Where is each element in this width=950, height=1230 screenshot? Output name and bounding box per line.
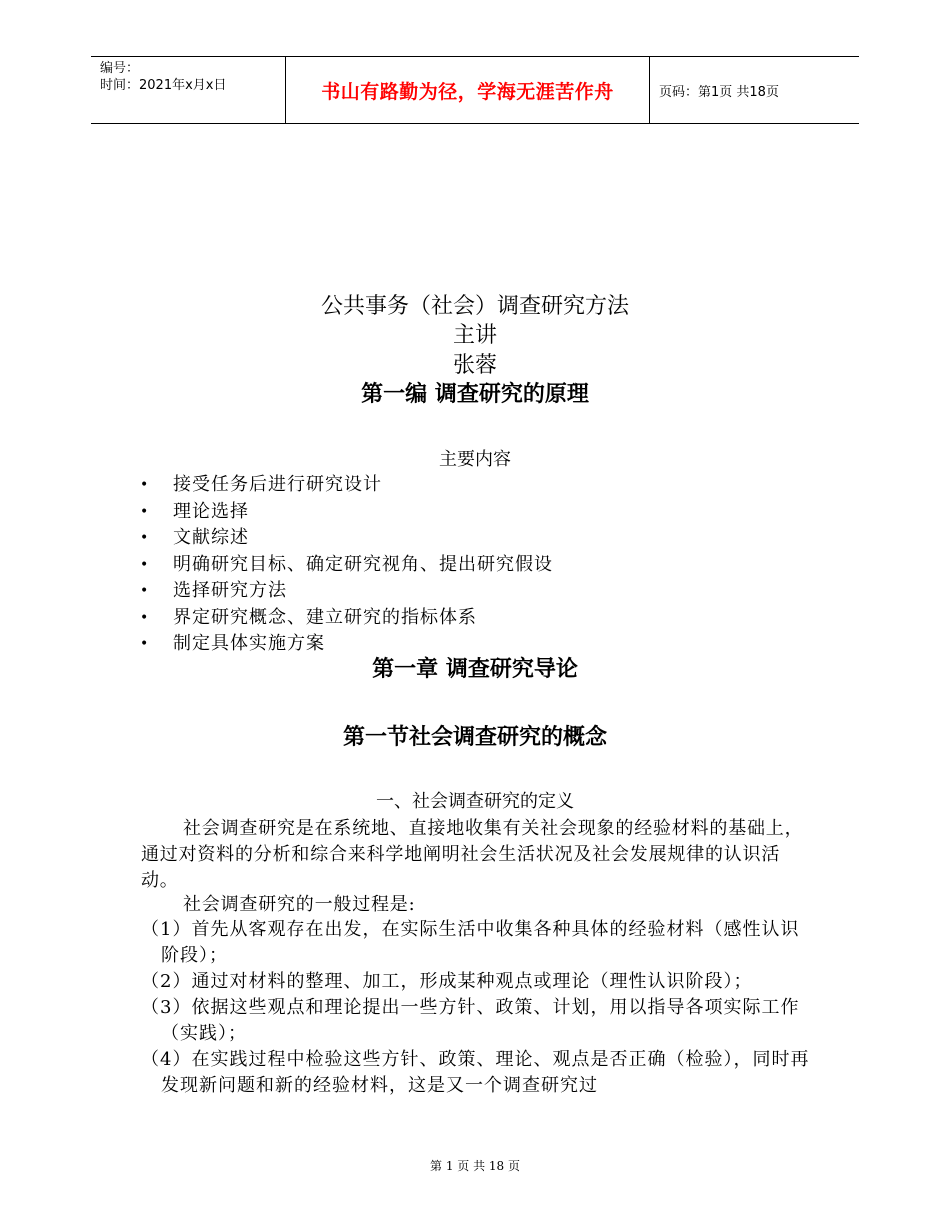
header-motto-cell [286, 57, 650, 123]
process-step: （2）通过对材料的整理、加工，形成某种观点或理论（理性认识阶段）； [141, 971, 753, 992]
process-step: （3）依据这些观点和理论提出一些方针、政策、计划，用以指导各项实际工作（实践）； [141, 997, 800, 1044]
toc-heading: 主要内容 [439, 449, 511, 470]
part-title: 第一编 调查研究的原理 [361, 382, 589, 407]
bullet-icon: • [140, 583, 150, 599]
process-step: （1）首先从客观存在出发，在实际生活中收集各种具体的经验材料（感性认识阶段）； [141, 919, 800, 966]
bullet-icon: • [140, 530, 150, 546]
subsection-heading: 一、社会调查研究的定义 [376, 791, 574, 812]
toc-item: • 界定研究概念、建立研究的指标体系 [140, 605, 553, 632]
motto: 书山有路勤为径，学海无涯苦作舟 [321, 80, 614, 103]
bullet-icon: • [140, 477, 150, 493]
page-header [91, 56, 859, 124]
toc-item: • 选择研究方法 [140, 578, 553, 605]
lecturer-label: 主讲 [452, 323, 497, 348]
bullet-icon: • [140, 636, 150, 652]
process-steps [141, 917, 813, 1099]
toc-item: • 明确研究目标、确定研究视角、提出研究假设 [140, 552, 553, 579]
section-title: 第一节社会调查研究的概念 [342, 725, 607, 750]
toc-item: • 理论选择 [140, 499, 553, 526]
chapter-title: 第一章 调查研究导论 [372, 657, 578, 682]
header-meta [91, 57, 286, 123]
document-title: 公共事务（社会）调查研究方法 [320, 294, 629, 319]
toc-list [140, 472, 553, 658]
bullet-icon: • [140, 503, 150, 520]
header-page-info [650, 57, 859, 123]
number-label: 编号： [100, 61, 140, 76]
paragraph-definition: 社会调查研究是在系统地、直接地收集有关社会现象的经验材料的基础上，通过对资料的分析和综合来科学地阐明社会生活状况及社会发展规律的认识活动。 [141, 818, 804, 891]
bullet-icon: • [140, 609, 150, 626]
toc-item: • 接受任务后进行研究设计 [140, 472, 553, 499]
toc-item: • 制定具体实施方案 [140, 631, 553, 658]
page-info: 页码：第1页 共18页 [659, 84, 779, 100]
time-label: 时间：2021年x月x日 [100, 78, 227, 93]
bullet-icon: • [140, 556, 150, 573]
process-step: （4）在实践过程中检验这些方针、政策、理论、观点是否正确（检验），同时再发现新问题和新的经验材料，这是又一个调查研究过 [141, 1049, 810, 1096]
lecturer-name: 张蓉 [452, 353, 497, 378]
paragraph-process-intro: 社会调查研究的一般过程是: [183, 894, 416, 915]
page-footer: 第 1 页 共 18 页 [430, 1159, 520, 1173]
toc-item: • 文献综述 [140, 525, 553, 552]
